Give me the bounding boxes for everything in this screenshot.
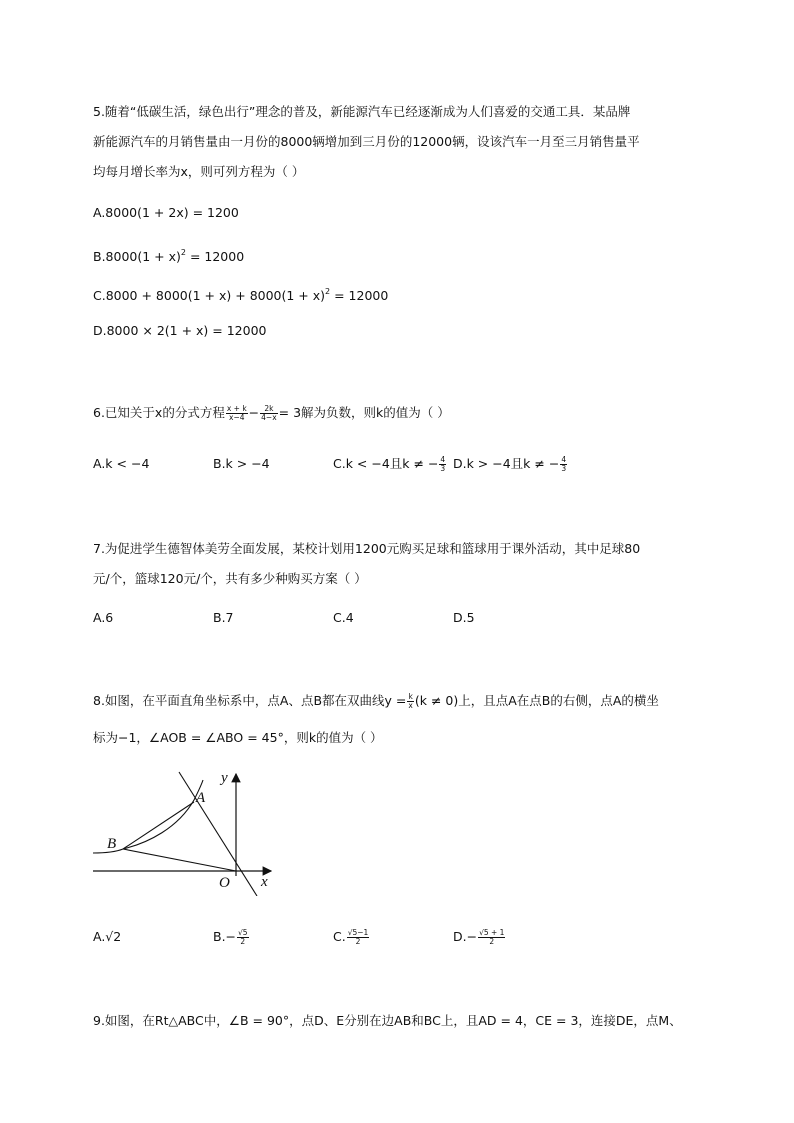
segment-ab — [123, 802, 194, 849]
q6-option-a: A.k < −4 — [93, 456, 150, 471]
q5-option-b: $B.8000(1 + x)^2 = 12000$ — [93, 248, 245, 264]
q6-fraction-1: $\frac{x + k}{x-4}$ — [226, 404, 247, 422]
label-a: A — [196, 790, 206, 806]
q6-option-c: C.k < −4且k ≠ − $\frac{4}{3}$ — [333, 455, 446, 473]
q8-k-over-x: $\frac{k}{x}$ — [408, 692, 413, 710]
q7-option-d: D.5 — [453, 610, 475, 625]
q8-line1: 8.如图，在平面直角坐标系中，点A、点B都在双曲线y = $\frac{k}{x}$ (k ≠ 0)上，且点A在点B的右侧，点A的横坐 — [93, 692, 659, 710]
q7-option-a: A.6 — [93, 610, 114, 625]
segment-bo — [123, 849, 236, 871]
q8-option-d: D.− $\frac{√5 + 1}{2}$ — [453, 928, 505, 946]
q5-line3: 均每月增长率为x，则可列方程为（ ） — [93, 164, 305, 179]
q6-option-b: B.k > −4 — [213, 456, 270, 471]
q9-line1: 9.如图，在Rt△ABC中，∠B = 90°，点D、E分别在边AB和BC上，且AD = 4，CE = 3，连接DE，点M、 — [93, 1013, 682, 1028]
q5-option-a: A.8000(1 + 2x) = 1200 — [93, 205, 239, 220]
q6-fraction-2: $\frac{2k}{4-x}$ — [261, 404, 277, 422]
q8-figure — [93, 766, 283, 896]
q5-option-c: $C.8000 + 8000(1 + x) + 8000(1 + x)^2 = 12000$ — [93, 287, 389, 303]
q5-line1: 5.随着“低碳生活，绿色出行”理念的普及，新能源汽车已经逐渐成为人们喜爱的交通工具．某品牌 — [93, 104, 631, 119]
hyperbola-diagram — [93, 766, 283, 896]
label-b: B — [107, 836, 117, 852]
label-y: y — [221, 770, 228, 786]
line-ao — [179, 772, 257, 896]
label-o: O — [219, 875, 230, 891]
q7-option-b: B.7 — [213, 610, 234, 625]
q8-option-a: A.√2 — [93, 929, 122, 944]
label-x: x — [261, 874, 268, 890]
q8-line2: 标为−1，∠AOB = ∠ABO = 45°，则k的值为（ ） — [93, 730, 383, 745]
q8-option-b: B.− $\frac{√5}{2}$ — [213, 928, 248, 946]
q6-stem: 6.已知关于x的分式方程 $\frac{x + k}{x-4}$ − $\frac{2k}{4-x}$ = 3解为负数，则k的值为（ ） — [93, 404, 450, 422]
q8-option-c: C. $\frac{√5-1}{2}$ — [333, 928, 369, 946]
q7-line1: 7.为促进学生德智体美劳全面发展，某校计划用1200元购买足球和篮球用于课外活动，其中足球80 — [93, 541, 641, 556]
q6-option-d: D.k > −4且k ≠ − $\frac{4}{3}$ — [453, 455, 567, 473]
q5-option-d: D.8000 × 2(1 + x) = 12000 — [93, 323, 267, 338]
q7-line2: 元/个，篮球120元/个，共有多少种购买方案（ ） — [93, 571, 367, 586]
q5-line2: 新能源汽车的月销售量由一月份的8000辆增加到三月份的12000辆，设该汽车一月至三月销售量平 — [93, 134, 640, 149]
q7-option-c: C.4 — [333, 610, 354, 625]
